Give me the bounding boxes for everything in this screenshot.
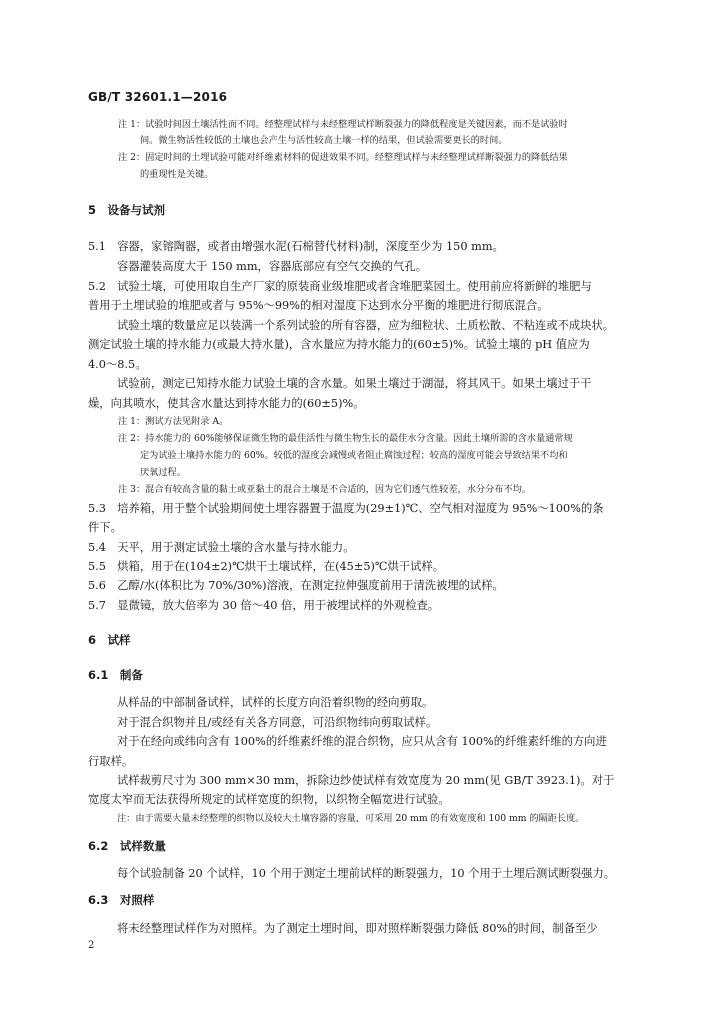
text-line: 5.7 显微镜，放大倍率为 30 倍～40 倍，用于被埋试样的外观检查。 bbox=[88, 599, 440, 612]
text-line: 5.4 天平，用于测定试验土壤的含水量与持水能力。 bbox=[88, 541, 355, 554]
text-line: 对于混合织物并且/或经有关各方同意，可沿织物纬向剪取试样。 bbox=[117, 716, 438, 729]
text-line: 试验土壤的数量应足以装满一个系列试验的所有容器，应为细粒状、土质松散、不粘连或不成块状。 bbox=[117, 319, 615, 332]
note-line: 定为试验土壤持水能力的 60%。较低的湿度会减慢或者阻止腐蚀过程；较高的湿度可能会导致结果不均和 bbox=[140, 450, 568, 461]
text-line: 每个试验制备 20 个试样，10 个用于测定土埋前试样的断裂强力，10 个用于土埋后测试断裂强力。 bbox=[117, 867, 616, 880]
text-line: 从样品的中部制备试样，试样的长度方向沿着织物的经向剪取。 bbox=[117, 696, 434, 709]
section-heading: 6 试样 bbox=[88, 633, 131, 647]
text-line: 件下。 bbox=[88, 521, 122, 534]
page-number: 2 bbox=[88, 940, 95, 951]
text-line: 5.2 试验土壤，可使用取自生产厂家的原装商业级堆肥或者含堆肥菜园土。使用前应将新鲜的堆肥与 bbox=[88, 280, 592, 293]
text-line: 5.6 乙醇/水(体积比为 70%/30%)溶液，在测定拉伸强度前用于清洗被埋的试样。 bbox=[88, 579, 504, 592]
note-line: 注 1：测试方法见附录 A。 bbox=[118, 416, 229, 427]
text-line: 普用于土埋试验的堆肥或者与 95%～99%的相对湿度下达到水分平衡的堆肥进行彻底混合。 bbox=[88, 299, 549, 312]
note-line: 注 2：固定时间的土埋试验可能对纤维素材料的促进效果不同。经整理试样与未经整理试样断裂强力的降低结果 bbox=[118, 152, 568, 163]
note-line: 注 1：试验时间因土壤活性而不同。经整理试样与未经整理试样断裂强力的降低程度是关键因素，而不是试验时 bbox=[118, 119, 568, 130]
text-line: 测定试验土壤的持水能力(或最大持水量)，含水量应为持水能力的(60±5)%。试验土壤的 pH 值应为 bbox=[88, 338, 590, 351]
section-heading: 6.2 试样数量 bbox=[88, 839, 166, 853]
note-line: 注 2：持水能力的 60%能够保证微生物的最佳活性与微生物生长的最佳水分含量。因此土壤所需的含水量通常规 bbox=[118, 433, 573, 444]
section-heading: 5 设备与试剂 bbox=[88, 203, 166, 217]
standard-number-header: GB/T 32601.1—2016 bbox=[88, 90, 228, 104]
note-line: 注 3：混合有较高含量的黏土或亚黏土的混合土壤是不合适的，因为它们透气性较差，水分分布不均。 bbox=[118, 484, 532, 495]
note-line: 间。微生物活性较低的土壤也会产生与活性较高土壤一样的结果，但试验需要更长的时间。 bbox=[140, 135, 508, 146]
text-line: 5.1 容器，家镕陶器，或者由增强水泥(石棉替代材料)制，深度至少为 150 mm。 bbox=[88, 240, 504, 253]
text-line: 试验前，测定已知持水能力试验土壤的含水量。如果土壤过于湖湿，将其风干。如果土壤过于干 bbox=[117, 377, 592, 390]
text-line: 4.0～8.5。 bbox=[88, 358, 147, 371]
section-heading: 6.3 对照样 bbox=[88, 893, 155, 907]
text-line: 宽度太窄而无法获得所规定的试样宽度的织物，以织物全幅宽进行试验。 bbox=[88, 793, 450, 806]
text-line: 5.3 培养箱，用于整个试验期间使土埋容器置于温度为(29±1)℃、空气相对湿度为 95%～100%的条 bbox=[88, 502, 604, 515]
text-line: 对于在经向或纬向含有 100%的纤维素纤维的混合织物，应只从含有 100%的纤维素纤维的方向进 bbox=[117, 735, 607, 748]
text-line: 试样裁剪尺寸为 300 mm×30 mm，拆除边纱使试样有效宽度为 20 mm(见 GB/T 3923.1)。对于 bbox=[117, 774, 615, 787]
text-line: 容器灌装高度大于 150 mm，容器底部应有空气交换的气孔。 bbox=[117, 260, 427, 273]
text-line: 行取样。 bbox=[88, 755, 134, 768]
text-line: 将未经整理试样作为对照样。为了测定土埋时间，即对照样断裂强力降低 80%的时间，制备至少 bbox=[117, 922, 598, 935]
section-heading: 6.1 制备 bbox=[88, 668, 143, 682]
text-line: 燥，向其喷水，使其含水量达到持水能力的(60±5)%。 bbox=[88, 397, 365, 410]
text-line: 5.5 烘箱，用于在(104±2)℃烘干土壤试样，在(45±5)℃烘干试样。 bbox=[88, 560, 445, 573]
note-line: 注：由于需要大量未经整理的织物以及较大土壤容器的容量，可采用 20 mm 的有效宽度和 100 mm 的隔距长度。 bbox=[117, 813, 585, 824]
note-line: 厌氧过程。 bbox=[140, 467, 186, 478]
note-line: 的重现性是关键。 bbox=[140, 169, 214, 180]
